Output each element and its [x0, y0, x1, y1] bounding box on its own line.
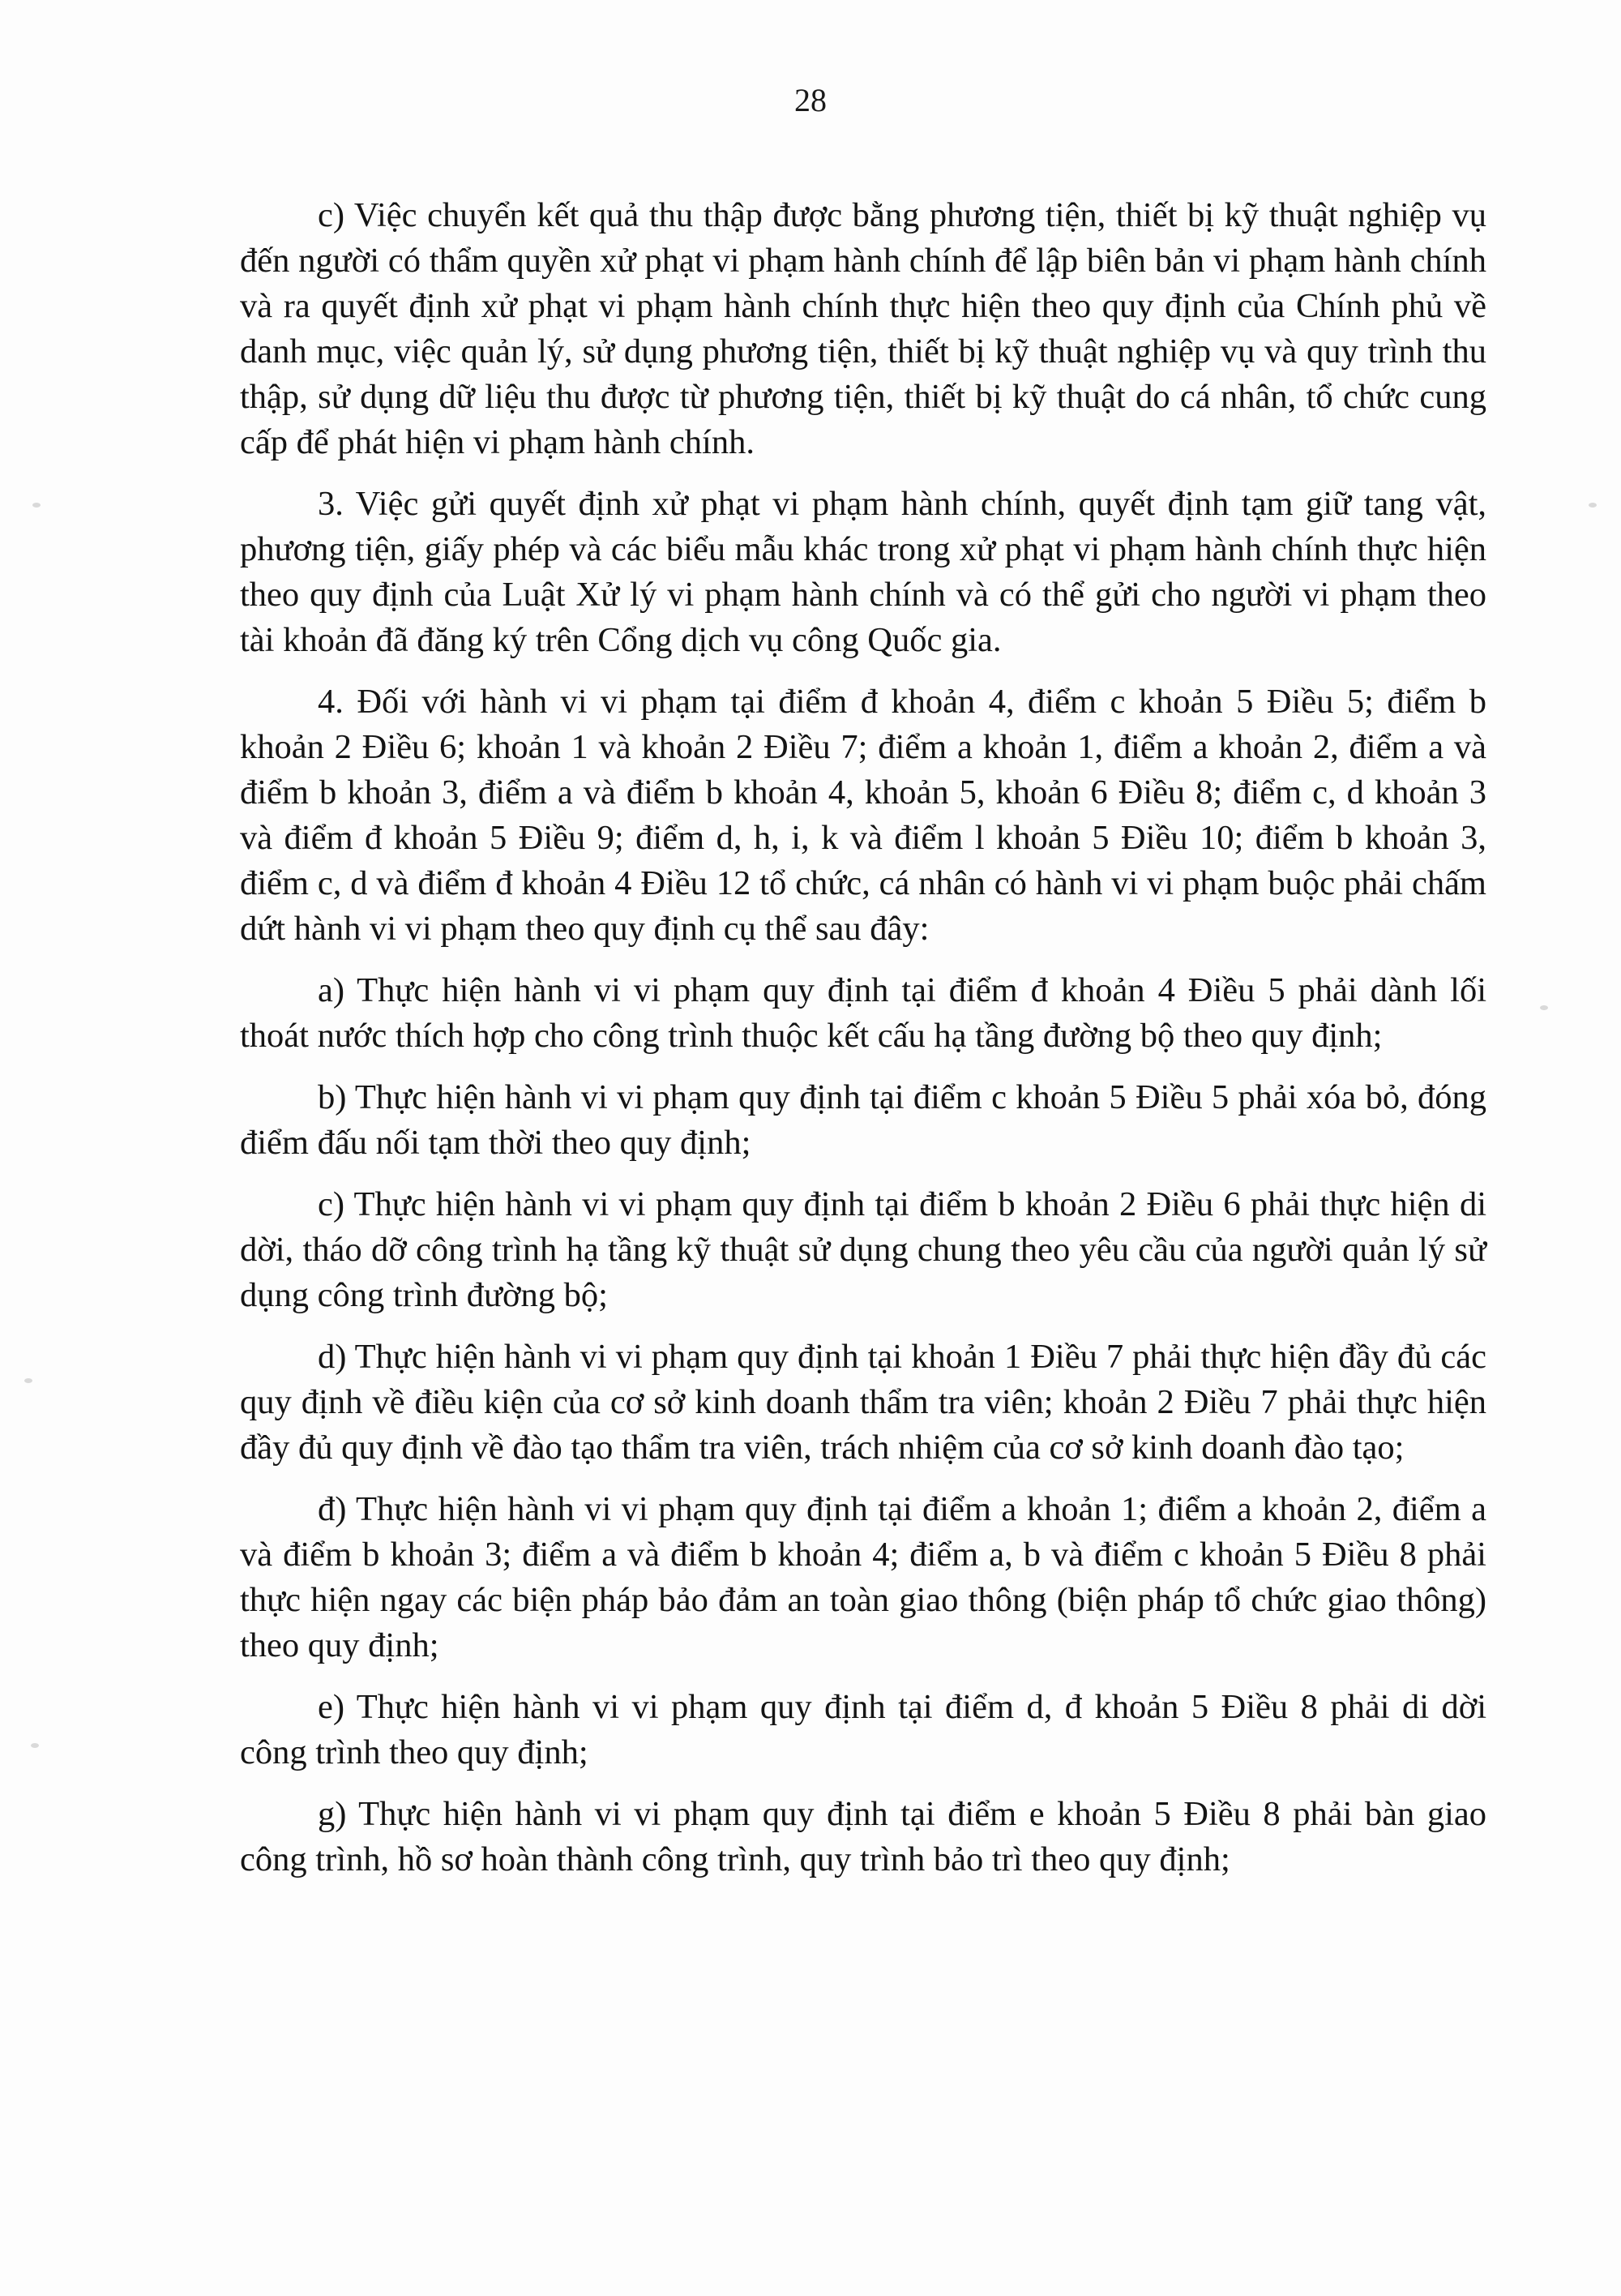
scan-speck	[32, 503, 41, 508]
document-body	[240, 193, 1486, 1899]
paragraph-c-relocation: c) Thực hiện hành vi vi phạm quy định tại điểm b khoản 2 Điều 6 phải thực hiện di dời, tháo dỡ công trình hạ tầng kỹ thuật sử dụng chung theo yêu cầu của người quản lý sử dụng công trình đường bộ;	[240, 1185, 1486, 1314]
paragraph-3-sending-decisions: 3. Việc gửi quyết định xử phạt vi phạm hành chính, quyết định tạm giữ tang vật, phương tiện, giấy phép và các biểu mẫu khác trong xử phạt vi phạm hành chính thực hiện theo quy định của Luật Xử lý vi phạm hành chính và có thể gửi cho người vi phạm theo tài khoản đã đăng ký trên Cổng dịch vụ công Quốc gia.	[240, 485, 1486, 659]
paragraph-c-collection-transfer: c) Việc chuyển kết quả thu thập được bằng phương tiện, thiết bị kỹ thuật nghiệp vụ đến người có thẩm quyền xử phạt vi phạm hành chính để lập biên bản vi phạm hành chính và ra quyết định xử phạt vi phạm hành chính thực hiện theo quy định của Chính phủ về danh mục, việc quản lý, sử dụng phương tiện, thiết bị kỹ thuật nghiệp vụ và quy trình thu thập, sử dụng dữ liệu thu được từ phương tiện, thiết bị kỹ thuật do cá nhân, tổ chức cung cấp để phát hiện vi phạm hành chính.	[240, 196, 1486, 461]
paragraph-g-handover: g) Thực hiện hành vi vi phạm quy định tại điểm e khoản 5 Điều 8 phải bàn giao công trình, hồ sơ hoàn thành công trình, quy trình bảo trì theo quy định;	[240, 1795, 1486, 1878]
page-number: 28	[794, 82, 827, 118]
paragraph-dd-traffic-safety: đ) Thực hiện hành vi vi phạm quy định tại điểm a khoản 1; điểm a khoản 2, điểm a và điểm b khoản 3; điểm a và điểm b khoản 4; điểm a, b và điểm c khoản 5 Điều 8 phải thực hiện ngay các biện pháp bảo đảm an toàn giao thông (biện pháp tổ chức giao thông) theo quy định;	[240, 1490, 1486, 1664]
scan-speck	[24, 1378, 32, 1383]
scan-speck	[31, 1743, 39, 1748]
paragraph-b-connection-point: b) Thực hiện hành vi vi phạm quy định tại điểm c khoản 5 Điều 5 phải xóa bỏ, đóng điểm đấu nối tạm thời theo quy định;	[240, 1078, 1486, 1162]
scan-speck	[1589, 503, 1597, 508]
paragraph-a-drainage: a) Thực hiện hành vi vi phạm quy định tại điểm đ khoản 4 Điều 5 phải dành lối thoát nước thích hợp cho công trình thuộc kết cấu hạ tầng đường bộ theo quy định;	[240, 971, 1486, 1055]
paragraph-4-violations: 4. Đối với hành vi vi phạm tại điểm đ khoản 4, điểm c khoản 5 Điều 5; điểm b khoản 2 Điều 6; khoản 1 và khoản 2 Điều 7; điểm a khoản 1, điểm a khoản 2, điểm a và điểm b khoản 3, điểm a và điểm b khoản 4, khoản 5, khoản 6 Điều 8; điểm c, d khoản 3 và điểm đ khoản 5 Điều 9; điểm d, h, i, k và điểm l khoản 5 Điều 10; điểm b khoản 3, điểm c, d và điểm đ khoản 4 Điều 12 tổ chức, cá nhân có hành vi vi phạm buộc phải chấm dứt hành vi vi phạm theo quy định cụ thể sau đây:	[240, 683, 1486, 948]
scan-speck	[1540, 1005, 1548, 1010]
paragraph-d-inspector-conditions: d) Thực hiện hành vi vi phạm quy định tại khoản 1 Điều 7 phải thực hiện đầy đủ các quy định về điều kiện của cơ sở kinh doanh thẩm tra viên; khoản 2 Điều 7 phải thực hiện đầy đủ quy định về đào tạo thẩm tra viên, trách nhiệm của cơ sở kinh doanh đào tạo;	[240, 1338, 1486, 1467]
paragraph-e-relocate-works: e) Thực hiện hành vi vi phạm quy định tại điểm d, đ khoản 5 Điều 8 phải di dời công trình theo quy định;	[240, 1688, 1486, 1771]
